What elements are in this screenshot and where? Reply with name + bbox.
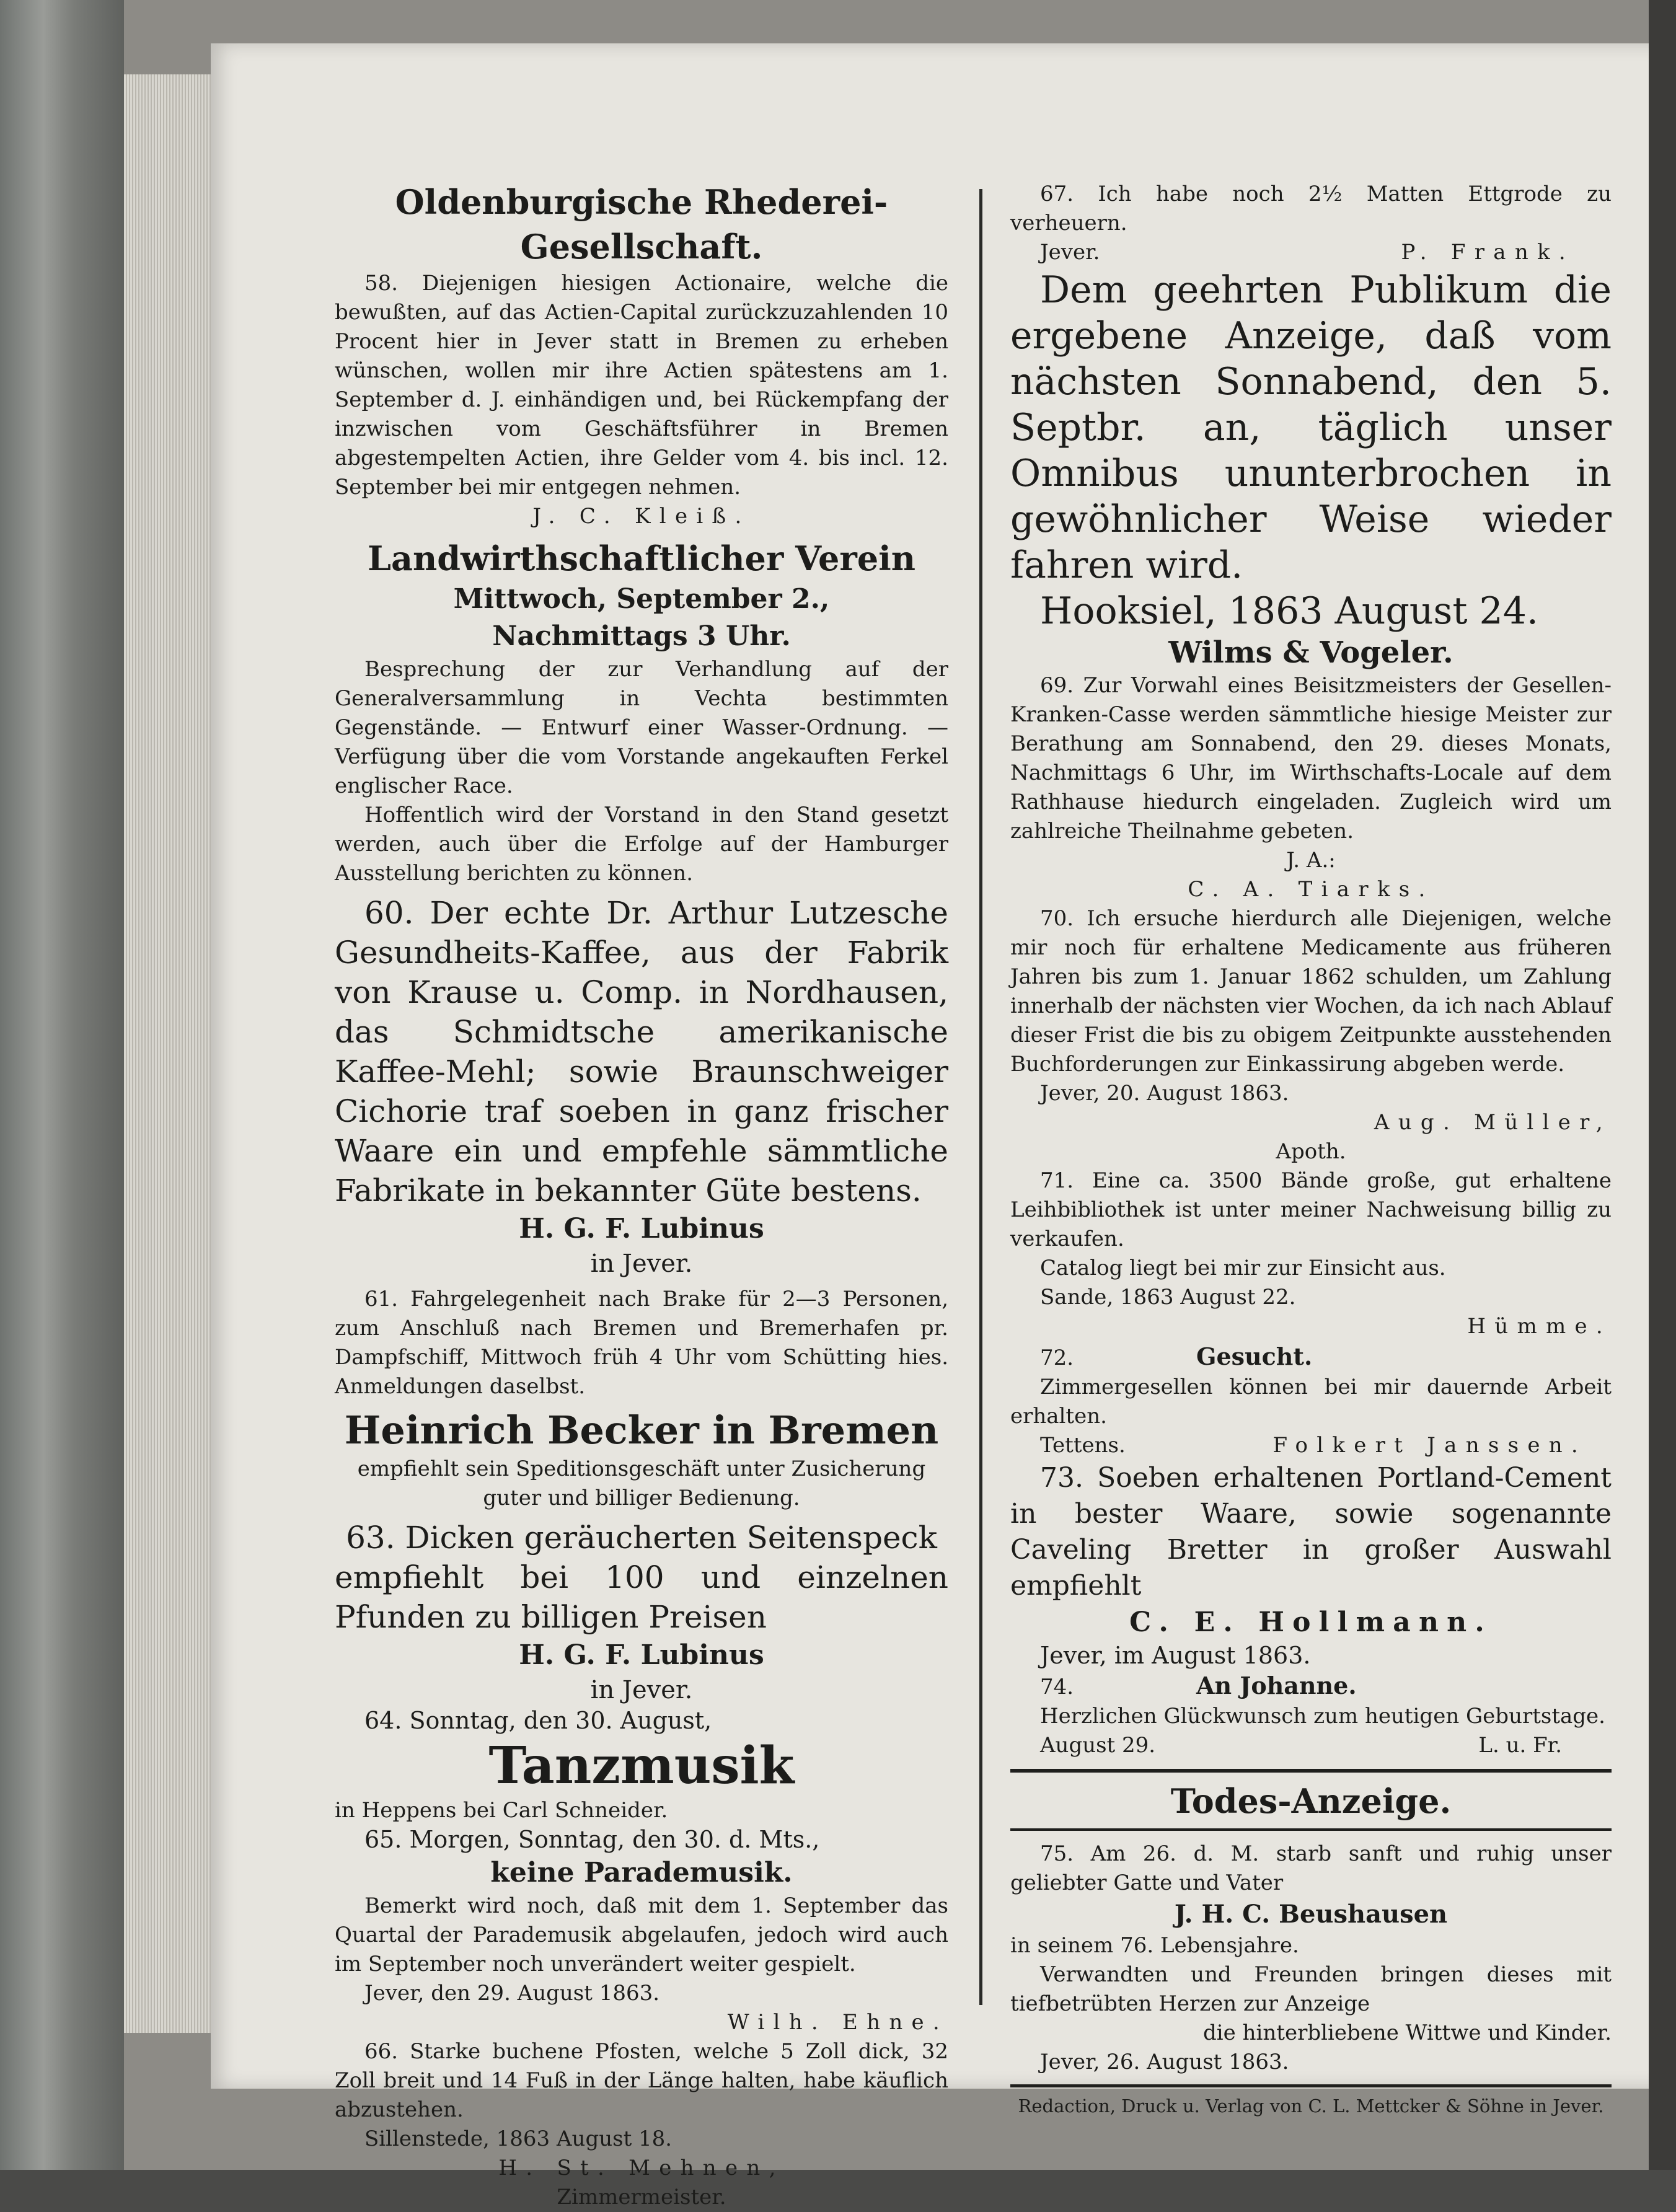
notice-63-heading: 63. Dicken geräucherten Seitenspeck bbox=[346, 1520, 937, 1556]
notice-71: 71. Eine ca. 3500 Bände große, gut erhaltene Leihbibliothek ist unter meiner Nachweisung billig zu verkaufen. bbox=[1010, 1168, 1612, 1251]
notice-58: 58. Diejenigen hiesigen Actionaire, welche die bewußten, auf das Actien-Capital zurückzuzahlenden 10 Procent hier in Jever statt in Bremen zu erheben wünschen, wollen mir ihre Actien spätestens am 1. September d. J. einhändigen und, bei Rückempfang der inzwischen vom Geschäftsführer in Bremen abgestempelten Actien, ihre Gelder vom 4. bis incl. 12. September bei mir entgegen nehmen. bbox=[335, 271, 948, 500]
column-divider bbox=[979, 189, 982, 2005]
notice-67-footer bbox=[1010, 238, 1612, 267]
omnibus-signature: Wilms & Vogeler. bbox=[1168, 635, 1453, 670]
notice-72-location: Tettens. bbox=[1040, 1433, 1126, 1458]
right-column bbox=[1010, 180, 1612, 2118]
verein-paragraph-1: Besprechung der zur Verhandlung auf der Generalversammlung in Vechta bestimmten Gegenstände. — Entwurf einer Wasser-Ordnung. — Verfügung über die vom Vorstande angekauften Ferkel englischer Race. bbox=[335, 657, 948, 798]
notice-75-age: in seinem 76. Lebensjahre. bbox=[1010, 1933, 1299, 1958]
notice-75-name: J. H. C. Beushausen bbox=[1174, 1900, 1448, 1929]
notice-71-catalog: Catalog liegt bei mir zur Einsicht aus. bbox=[1040, 1256, 1446, 1280]
notice-72-header bbox=[1010, 1341, 1612, 1373]
notice-65: 65. Morgen, Sonntag, den 30. d. Mts., bbox=[364, 1826, 820, 1853]
book-spine bbox=[0, 0, 124, 2170]
imprint-footer: Redaction, Druck u. Verlag von C. L. Mettcker & Söhne in Jever. bbox=[1018, 2095, 1604, 2117]
right-margin-shadow bbox=[1649, 0, 1676, 2170]
notice-72: Zimmergesellen können bei mir dauernde Arbeit erhalten. bbox=[1010, 1375, 1612, 1429]
notice-70-location: Jever, 20. August 1863. bbox=[1040, 1081, 1289, 1106]
notice-72-footer bbox=[1010, 1431, 1612, 1460]
notice-64-place: in Heppens bei Carl Schneider. bbox=[335, 1798, 668, 1823]
notice-72-signature: Folkert Janssen. bbox=[1272, 1433, 1587, 1458]
notice-63-text: empfiehlt bei 100 und einzelnen Pfunden zu billigen Preisen bbox=[335, 1559, 948, 1635]
notice-75-text: Verwandten und Freunden bringen dieses mit tiefbetrübten Herzen zur Anzeige bbox=[1010, 1962, 1612, 2016]
notice-75: 75. Am 26. d. M. starb sanft und ruhig unser geliebter Gatte und Vater bbox=[1010, 1841, 1612, 1895]
verein-paragraph-2: Hoffentlich wird der Vorstand in den Stand gesetzt werden, auch über die Erfolge auf der Hamburger Ausstellung berichten zu können. bbox=[335, 803, 948, 886]
notice-64: 64. Sonntag, den 30. August, bbox=[364, 1707, 712, 1734]
notice-74-number: 74. bbox=[1040, 1675, 1074, 1699]
notice-71-location: Sande, 1863 August 22. bbox=[1040, 1285, 1296, 1310]
notice-74-location: August 29. bbox=[1040, 1733, 1156, 1758]
notice-73: 73. Soeben erhaltenen Portland-Cement in bester Waare, sowie sogenannte Caveling Bretter in großer Auswahl empfiehlt bbox=[1010, 1462, 1612, 1602]
omnibus-notice: Dem geehrten Publikum die ergebene Anzeige, daß vom nächsten Sonnabend, den 5. Septbr. an, täglich unser Omnibus ununterbrochen in gewöhnlicher Weise wieder fahren wird. bbox=[1010, 268, 1612, 587]
heading-oldenburg: Oldenburgische Rhederei-Gesellschaft. bbox=[395, 182, 888, 267]
notice-63-signature: H. G. F. Lubinus bbox=[519, 1639, 764, 1671]
notice-60-location: in Jever. bbox=[590, 1249, 693, 1278]
notice-69-ia: J. A.: bbox=[1286, 848, 1336, 873]
notice-67-signature: P. Frank. bbox=[1401, 240, 1574, 265]
notice-70: 70. Ich ersuche hierdurch alle Diejenigen, welche mir noch für erhaltene Medicamente aus früheren Jahren bis zum 1. Januar 1862 schulden, um Zahlung innerhalb der nächsten vier Wochen, da ich nach Ablauf dieser Frist die bis zu obigem Zeitpunkte ausstehenden Buchforderungen zur Einkassirung abgeben werde. bbox=[1010, 906, 1612, 1077]
parademusik-heading: keine Parademusik. bbox=[490, 1857, 793, 1888]
notice-73-location: Jever, im August 1863. bbox=[1040, 1642, 1311, 1669]
verein-date: Mittwoch, September 2., bbox=[453, 583, 830, 615]
page-edges bbox=[124, 74, 223, 2033]
death-notice-heading: Todes-Anzeige. bbox=[1170, 1781, 1452, 1821]
left-column bbox=[335, 180, 948, 2212]
notice-74-heading: An Johanne. bbox=[1196, 1672, 1357, 1699]
notice-74-footer bbox=[1010, 1731, 1612, 1760]
notice-74-header bbox=[1010, 1670, 1612, 1702]
notice-65-text: Bemerkt wird noch, daß mit dem 1. September das Quartal der Parademusik abgelaufen, jedoch wird auch im September noch unverändert weiter gespielt. bbox=[335, 1893, 948, 1976]
becker-text: empfiehlt sein Speditionsgeschäft unter Zusicherung guter und billiger Bedienung. bbox=[357, 1456, 926, 1510]
notice-66-role: Zimmermeister. bbox=[557, 2185, 726, 2210]
notice-72-number: 72. bbox=[1040, 1346, 1074, 1370]
notice-63-location: in Jever. bbox=[590, 1676, 693, 1704]
notice-75-location: Jever, 26. August 1863. bbox=[1040, 2050, 1289, 2074]
notice-60: 60. Der echte Dr. Arthur Lutzesche Gesundheits-Kaffee, aus der Fabrik von Krause u. Comp. in Nordhausen, das Schmidtsche amerikanische Kaffee-Mehl; sowie Braunschweiger Cichorie traf soeben in ganz frischer Waare ein und empfehle sämmtliche Fabrikate in bekannter Güte bestens. bbox=[335, 895, 948, 1209]
notice-73-signature: C. E. Hollmann. bbox=[1129, 1606, 1493, 1638]
notice-74: Herzlichen Glückwunsch zum heutigen Geburtstage. bbox=[1040, 1704, 1605, 1729]
notice-66-location: Sillenstede, 1863 August 18. bbox=[364, 2126, 673, 2151]
notice-70-signature: Aug. Müller, bbox=[1374, 1110, 1612, 1135]
rule-before-death-notice bbox=[1010, 1769, 1612, 1773]
notice-71-signature: Hümme. bbox=[1467, 1314, 1612, 1339]
notice-66: 66. Starke buchene Pfosten, welche 5 Zoll dick, 32 Zoll breit und 14 Fuß in der Länge halten, habe käuflich abzustehen. bbox=[335, 2039, 948, 2122]
notice-69-signature: C. A. Tiarks. bbox=[1188, 877, 1434, 902]
notice-58-signature: J. C. Kleiß. bbox=[532, 504, 751, 529]
notice-67-location: Jever. bbox=[1040, 240, 1100, 265]
becker-heading: Heinrich Becker in Bremen bbox=[344, 1408, 939, 1453]
notice-65-signature: Wilh. Ehne. bbox=[727, 2010, 948, 2035]
notice-74-signature: L. u. Fr. bbox=[1478, 1733, 1562, 1758]
notice-66-signature: H. St. Mehnen, bbox=[498, 2156, 785, 2180]
rule-before-footer bbox=[1010, 2084, 1612, 2087]
notice-60-signature: H. G. F. Lubinus bbox=[519, 1213, 764, 1245]
omnibus-location: Hooksiel, 1863 August 24. bbox=[1040, 589, 1538, 633]
notice-75-family: die hinterbliebene Wittwe und Kinder. bbox=[1203, 2020, 1612, 2045]
tanzmusik-heading: Tanzmusik bbox=[488, 1736, 795, 1796]
notice-65-location: Jever, den 29. August 1863. bbox=[364, 1981, 660, 2006]
verein-time: Nachmittags 3 Uhr. bbox=[492, 620, 791, 652]
notice-70-role: Apoth. bbox=[1276, 1139, 1346, 1164]
notice-67: 67. Ich habe noch 2½ Matten Ettgrode zu verheuern. bbox=[1010, 182, 1612, 236]
notice-69: 69. Zur Vorwahl eines Beisitzmeisters der Gesellen-Kranken-Casse werden sämmtliche hiesige Meister zur Berathung am Sonnabend, den 29. dieses Monats, Nachmittags 6 Uhr, im Wirthschafts-Locale auf dem Rathhause hiedurch eingeladen. Zugleich wird um zahlreiche Theilnahme gebeten. bbox=[1010, 673, 1612, 844]
notice-61: 61. Fahrgelegenheit nach Brake für 2—3 Personen, zum Anschluß nach Bremen und Bremerhafen pr. Dampfschiff, Mittwoch früh 4 Uhr vom Schütting hies. Anmeldungen daselbst. bbox=[335, 1287, 948, 1399]
notice-72-heading: Gesucht. bbox=[1196, 1342, 1313, 1370]
verein-title: Landwirthschaftlicher Verein bbox=[368, 539, 915, 578]
rule-under-death-heading bbox=[1010, 1828, 1612, 1831]
